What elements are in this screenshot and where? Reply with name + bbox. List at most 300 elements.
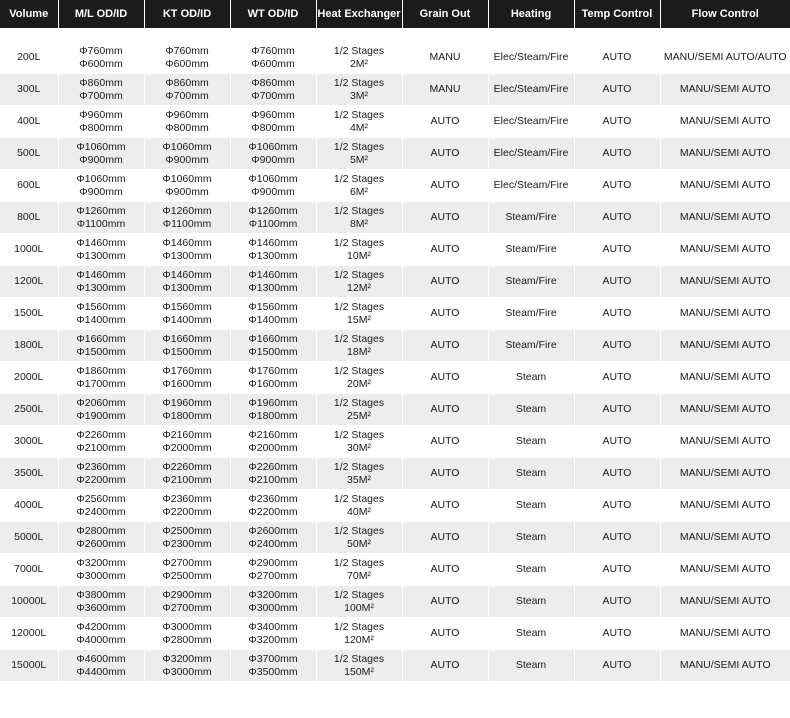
- cell-ml-od-id-id: Φ2600mm: [76, 537, 126, 550]
- cell-ml-od-id-od: Φ4200mm: [76, 620, 126, 633]
- cell-ml-od-id-id: Φ1300mm: [76, 249, 126, 262]
- cell-flow-control: MANU/SEMI AUTO: [660, 170, 790, 202]
- header-kt-od-id: KT OD/ID: [144, 0, 230, 35]
- cell-wt-od-id: [230, 458, 316, 490]
- cell-ml-od-id-od: Φ1860mm: [76, 364, 126, 377]
- cell-ml-od-id: [58, 170, 144, 202]
- cell-wt-od-id-od: Φ3400mm: [248, 620, 298, 633]
- cell-volume: 2000L: [0, 362, 58, 394]
- cell-wt-od-id: [230, 490, 316, 522]
- cell-kt-od-id: [144, 170, 230, 202]
- cell-temp-control: AUTO: [574, 362, 660, 394]
- cell-heat-exchanger: [316, 170, 402, 202]
- cell-heating: Steam/Fire: [488, 234, 574, 266]
- table-row: [0, 458, 790, 490]
- cell-volume: 200L: [0, 35, 58, 74]
- cell-grain-out: AUTO: [402, 106, 488, 138]
- cell-kt-od-id-id: Φ2700mm: [162, 601, 212, 614]
- cell-ml-od-id-id: Φ900mm: [79, 185, 123, 198]
- cell-ml-od-id: [58, 330, 144, 362]
- cell-heat-exchanger-od: 1/2 Stages: [333, 492, 385, 505]
- cell-kt-od-id: [144, 426, 230, 458]
- cell-heat-exchanger: [316, 650, 402, 682]
- header-wt-od-id: WT OD/ID: [230, 0, 316, 35]
- cell-heat-exchanger: [316, 106, 402, 138]
- cell-heat-exchanger-od: 1/2 Stages: [333, 44, 385, 57]
- cell-wt-od-id-od: Φ2360mm: [248, 492, 298, 505]
- cell-heat-exchanger-id: 40M²: [347, 505, 371, 518]
- cell-wt-od-id-od: Φ760mm: [251, 44, 295, 57]
- cell-heat-exchanger-od: 1/2 Stages: [333, 172, 385, 185]
- cell-flow-control: MANU/SEMI AUTO: [660, 650, 790, 682]
- cell-grain-out: AUTO: [402, 522, 488, 554]
- cell-wt-od-id-id: Φ2200mm: [248, 505, 298, 518]
- table-row: [0, 490, 790, 522]
- cell-kt-od-id-od: Φ1960mm: [162, 396, 212, 409]
- cell-heat-exchanger-id: 100M²: [344, 601, 374, 614]
- cell-kt-od-id-od: Φ1660mm: [162, 332, 212, 345]
- cell-heat-exchanger: [316, 234, 402, 266]
- cell-heating: Steam/Fire: [488, 298, 574, 330]
- cell-wt-od-id-od: Φ1260mm: [248, 204, 298, 217]
- cell-heat-exchanger-od: 1/2 Stages: [333, 460, 385, 473]
- cell-kt-od-id-od: Φ1460mm: [162, 236, 212, 249]
- cell-temp-control: AUTO: [574, 650, 660, 682]
- cell-heat-exchanger-id: 70M²: [347, 569, 371, 582]
- cell-heating: Steam: [488, 650, 574, 682]
- cell-flow-control: MANU/SEMI AUTO: [660, 522, 790, 554]
- table-body: [0, 35, 790, 682]
- cell-kt-od-id-od: Φ2260mm: [162, 460, 212, 473]
- cell-heating: Steam/Fire: [488, 330, 574, 362]
- cell-wt-od-id-od: Φ2160mm: [248, 428, 298, 441]
- cell-kt-od-id: [144, 650, 230, 682]
- cell-heat-exchanger-od: 1/2 Stages: [333, 652, 385, 665]
- cell-kt-od-id: [144, 35, 230, 74]
- cell-ml-od-id: [58, 234, 144, 266]
- header-heating: Heating: [488, 0, 574, 35]
- cell-ml-od-id-od: Φ1460mm: [76, 236, 126, 249]
- header-grain-out: Grain Out: [402, 0, 488, 35]
- cell-wt-od-id-id: Φ1800mm: [248, 409, 298, 422]
- cell-heat-exchanger-od: 1/2 Stages: [333, 332, 385, 345]
- header-ml-od-id: M/L OD/ID: [58, 0, 144, 35]
- table-row: [0, 362, 790, 394]
- cell-ml-od-id: [58, 554, 144, 586]
- cell-wt-od-id-id: Φ1100mm: [248, 217, 298, 230]
- table-row: [0, 74, 790, 106]
- cell-heat-exchanger-od: 1/2 Stages: [333, 396, 385, 409]
- cell-ml-od-id: [58, 362, 144, 394]
- cell-ml-od-id-id: Φ900mm: [79, 153, 123, 166]
- cell-temp-control: AUTO: [574, 458, 660, 490]
- cell-flow-control: MANU/SEMI AUTO: [660, 138, 790, 170]
- cell-kt-od-id-od: Φ2360mm: [162, 492, 212, 505]
- table-row: [0, 266, 790, 298]
- cell-wt-od-id: [230, 234, 316, 266]
- cell-heating: Steam: [488, 618, 574, 650]
- cell-kt-od-id-id: Φ1800mm: [162, 409, 212, 422]
- cell-kt-od-id-id: Φ900mm: [165, 153, 209, 166]
- cell-kt-od-id: [144, 490, 230, 522]
- cell-volume: 2500L: [0, 394, 58, 426]
- cell-flow-control: MANU/SEMI AUTO: [660, 490, 790, 522]
- cell-ml-od-id-od: Φ860mm: [79, 76, 123, 89]
- cell-heating: Elec/Steam/Fire: [488, 35, 574, 74]
- cell-heat-exchanger-id: 120M²: [344, 633, 374, 646]
- cell-kt-od-id: [144, 138, 230, 170]
- cell-flow-control: MANU/SEMI AUTO: [660, 234, 790, 266]
- cell-volume: 600L: [0, 170, 58, 202]
- cell-wt-od-id-od: Φ2600mm: [248, 524, 298, 537]
- cell-grain-out: AUTO: [402, 586, 488, 618]
- cell-wt-od-id-id: Φ900mm: [251, 185, 295, 198]
- cell-heat-exchanger-od: 1/2 Stages: [333, 140, 385, 153]
- cell-volume: 1000L: [0, 234, 58, 266]
- table-row: [0, 106, 790, 138]
- cell-ml-od-id-id: Φ1900mm: [76, 409, 126, 422]
- cell-heat-exchanger-id: 50M²: [347, 537, 371, 550]
- cell-heat-exchanger-od: 1/2 Stages: [333, 428, 385, 441]
- cell-grain-out: AUTO: [402, 298, 488, 330]
- table-row: [0, 618, 790, 650]
- cell-heat-exchanger: [316, 490, 402, 522]
- cell-wt-od-id-id: Φ3500mm: [248, 665, 298, 678]
- cell-heat-exchanger-id: 30M²: [347, 441, 371, 454]
- cell-grain-out: MANU: [402, 74, 488, 106]
- cell-kt-od-id-id: Φ1300mm: [162, 249, 212, 262]
- cell-kt-od-id: [144, 618, 230, 650]
- cell-heat-exchanger-od: 1/2 Stages: [333, 300, 385, 313]
- cell-kt-od-id: [144, 74, 230, 106]
- cell-temp-control: AUTO: [574, 138, 660, 170]
- table-row: [0, 138, 790, 170]
- cell-wt-od-id: [230, 330, 316, 362]
- cell-ml-od-id-od: Φ3800mm: [76, 588, 126, 601]
- cell-heat-exchanger-id: 25M²: [347, 409, 371, 422]
- header-flow-control: Flow Control: [660, 0, 790, 35]
- cell-volume: 1500L: [0, 298, 58, 330]
- cell-kt-od-id-od: Φ1460mm: [162, 268, 212, 281]
- cell-temp-control: AUTO: [574, 106, 660, 138]
- cell-heat-exchanger: [316, 426, 402, 458]
- cell-ml-od-id-od: Φ2800mm: [76, 524, 126, 537]
- cell-wt-od-id: [230, 170, 316, 202]
- cell-temp-control: AUTO: [574, 394, 660, 426]
- cell-ml-od-id: [58, 266, 144, 298]
- cell-ml-od-id: [58, 586, 144, 618]
- cell-wt-od-id-od: Φ1460mm: [248, 268, 298, 281]
- cell-kt-od-id-od: Φ1060mm: [162, 140, 212, 153]
- table-row: [0, 35, 790, 74]
- cell-heating: Elec/Steam/Fire: [488, 106, 574, 138]
- cell-wt-od-id-od: Φ3700mm: [248, 652, 298, 665]
- header-volume: Volume: [0, 0, 58, 35]
- cell-volume: 500L: [0, 138, 58, 170]
- cell-temp-control: AUTO: [574, 330, 660, 362]
- cell-flow-control: MANU/SEMI AUTO: [660, 458, 790, 490]
- cell-ml-od-id-id: Φ4400mm: [76, 665, 126, 678]
- cell-ml-od-id-id: Φ600mm: [79, 57, 123, 70]
- cell-ml-od-id-id: Φ800mm: [79, 121, 123, 134]
- cell-ml-od-id: [58, 650, 144, 682]
- cell-kt-od-id-id: Φ700mm: [165, 89, 209, 102]
- cell-heating: Steam: [488, 554, 574, 586]
- cell-wt-od-id: [230, 522, 316, 554]
- cell-volume: 4000L: [0, 490, 58, 522]
- cell-heat-exchanger-id: 10M²: [347, 249, 371, 262]
- cell-heating: Steam: [488, 362, 574, 394]
- cell-kt-od-id: [144, 234, 230, 266]
- cell-heat-exchanger: [316, 394, 402, 426]
- cell-flow-control: MANU/SEMI AUTO: [660, 298, 790, 330]
- cell-wt-od-id-od: Φ2260mm: [248, 460, 298, 473]
- cell-volume: 10000L: [0, 586, 58, 618]
- cell-heat-exchanger-id: 2M²: [349, 57, 369, 70]
- cell-wt-od-id-od: Φ1060mm: [248, 172, 298, 185]
- cell-flow-control: MANU/SEMI AUTO/AUTO: [660, 35, 790, 74]
- table-row: [0, 234, 790, 266]
- cell-wt-od-id: [230, 266, 316, 298]
- cell-flow-control: MANU/SEMI AUTO: [660, 330, 790, 362]
- cell-wt-od-id-id: Φ600mm: [251, 57, 295, 70]
- table-row: [0, 586, 790, 618]
- cell-wt-od-id: [230, 298, 316, 330]
- cell-heat-exchanger-id: 5M²: [349, 153, 369, 166]
- cell-temp-control: AUTO: [574, 234, 660, 266]
- cell-grain-out: AUTO: [402, 394, 488, 426]
- table-row: [0, 426, 790, 458]
- cell-grain-out: AUTO: [402, 458, 488, 490]
- cell-volume: 1800L: [0, 330, 58, 362]
- cell-heat-exchanger: [316, 554, 402, 586]
- cell-kt-od-id: [144, 330, 230, 362]
- cell-wt-od-id: [230, 650, 316, 682]
- cell-heating: Steam/Fire: [488, 266, 574, 298]
- cell-heat-exchanger-id: 18M²: [347, 345, 371, 358]
- cell-heat-exchanger-id: 35M²: [347, 473, 371, 486]
- cell-heat-exchanger: [316, 202, 402, 234]
- table-row: [0, 330, 790, 362]
- cell-temp-control: AUTO: [574, 298, 660, 330]
- cell-heat-exchanger: [316, 138, 402, 170]
- cell-kt-od-id-od: Φ2900mm: [162, 588, 212, 601]
- cell-volume: 7000L: [0, 554, 58, 586]
- cell-ml-od-id: [58, 522, 144, 554]
- cell-kt-od-id: [144, 394, 230, 426]
- cell-grain-out: MANU: [402, 35, 488, 74]
- cell-ml-od-id-id: Φ3000mm: [76, 569, 126, 582]
- cell-temp-control: AUTO: [574, 74, 660, 106]
- cell-wt-od-id-od: Φ1660mm: [248, 332, 298, 345]
- cell-grain-out: AUTO: [402, 170, 488, 202]
- cell-ml-od-id-id: Φ4000mm: [76, 633, 126, 646]
- cell-heat-exchanger-od: 1/2 Stages: [333, 364, 385, 377]
- cell-kt-od-id-od: Φ3200mm: [162, 652, 212, 665]
- cell-ml-od-id-od: Φ1260mm: [76, 204, 126, 217]
- cell-flow-control: MANU/SEMI AUTO: [660, 202, 790, 234]
- cell-kt-od-id-od: Φ960mm: [165, 108, 209, 121]
- cell-heat-exchanger-id: 12M²: [347, 281, 371, 294]
- cell-ml-od-id-id: Φ1100mm: [76, 217, 126, 230]
- cell-wt-od-id: [230, 554, 316, 586]
- cell-kt-od-id-id: Φ3000mm: [162, 665, 212, 678]
- cell-volume: 400L: [0, 106, 58, 138]
- cell-wt-od-id-id: Φ1300mm: [248, 281, 298, 294]
- cell-heat-exchanger: [316, 618, 402, 650]
- cell-volume: 12000L: [0, 618, 58, 650]
- cell-kt-od-id-od: Φ1260mm: [162, 204, 212, 217]
- cell-ml-od-id-id: Φ1400mm: [76, 313, 126, 326]
- cell-kt-od-id-od: Φ1760mm: [162, 364, 212, 377]
- cell-ml-od-id-od: Φ960mm: [79, 108, 123, 121]
- cell-flow-control: MANU/SEMI AUTO: [660, 74, 790, 106]
- cell-kt-od-id: [144, 586, 230, 618]
- cell-kt-od-id-od: Φ860mm: [165, 76, 209, 89]
- cell-kt-od-id-id: Φ1300mm: [162, 281, 212, 294]
- cell-ml-od-id-od: Φ760mm: [79, 44, 123, 57]
- cell-heating: Steam: [488, 426, 574, 458]
- table-row: [0, 522, 790, 554]
- cell-wt-od-id-od: Φ960mm: [251, 108, 295, 121]
- cell-grain-out: AUTO: [402, 490, 488, 522]
- cell-ml-od-id: [58, 138, 144, 170]
- cell-heat-exchanger-id: 15M²: [347, 313, 371, 326]
- cell-kt-od-id-id: Φ600mm: [165, 57, 209, 70]
- cell-ml-od-id-od: Φ1560mm: [76, 300, 126, 313]
- table-row: [0, 554, 790, 586]
- cell-wt-od-id: [230, 394, 316, 426]
- cell-wt-od-id-id: Φ700mm: [251, 89, 295, 102]
- cell-kt-od-id: [144, 266, 230, 298]
- cell-ml-od-id: [58, 74, 144, 106]
- cell-kt-od-id-id: Φ900mm: [165, 185, 209, 198]
- table-row: [0, 170, 790, 202]
- cell-heat-exchanger: [316, 266, 402, 298]
- cell-wt-od-id: [230, 138, 316, 170]
- cell-wt-od-id-id: Φ1600mm: [248, 377, 298, 390]
- cell-ml-od-id: [58, 35, 144, 74]
- header-row: [0, 0, 790, 35]
- cell-grain-out: AUTO: [402, 650, 488, 682]
- cell-temp-control: AUTO: [574, 202, 660, 234]
- table-row: [0, 202, 790, 234]
- cell-heat-exchanger-od: 1/2 Stages: [333, 620, 385, 633]
- cell-temp-control: AUTO: [574, 490, 660, 522]
- cell-kt-od-id-id: Φ2800mm: [162, 633, 212, 646]
- cell-kt-od-id: [144, 202, 230, 234]
- cell-kt-od-id-od: Φ760mm: [165, 44, 209, 57]
- cell-ml-od-id-od: Φ2260mm: [76, 428, 126, 441]
- cell-wt-od-id-id: Φ1500mm: [248, 345, 298, 358]
- cell-ml-od-id-id: Φ3600mm: [76, 601, 126, 614]
- cell-ml-od-id-od: Φ1660mm: [76, 332, 126, 345]
- cell-heat-exchanger-od: 1/2 Stages: [333, 204, 385, 217]
- cell-heat-exchanger-od: 1/2 Stages: [333, 556, 385, 569]
- cell-heat-exchanger-od: 1/2 Stages: [333, 588, 385, 601]
- cell-temp-control: AUTO: [574, 35, 660, 74]
- cell-wt-od-id-id: Φ1400mm: [248, 313, 298, 326]
- cell-kt-od-id-od: Φ2700mm: [162, 556, 212, 569]
- cell-grain-out: AUTO: [402, 234, 488, 266]
- cell-ml-od-id-od: Φ3200mm: [76, 556, 126, 569]
- cell-wt-od-id-od: Φ1760mm: [248, 364, 298, 377]
- cell-kt-od-id: [144, 106, 230, 138]
- cell-kt-od-id-id: Φ1500mm: [162, 345, 212, 358]
- cell-wt-od-id: [230, 362, 316, 394]
- cell-ml-od-id-id: Φ700mm: [79, 89, 123, 102]
- cell-wt-od-id: [230, 426, 316, 458]
- cell-heat-exchanger: [316, 362, 402, 394]
- cell-wt-od-id-id: Φ1300mm: [248, 249, 298, 262]
- cell-wt-od-id-od: Φ1060mm: [248, 140, 298, 153]
- cell-flow-control: MANU/SEMI AUTO: [660, 362, 790, 394]
- cell-flow-control: MANU/SEMI AUTO: [660, 106, 790, 138]
- cell-kt-od-id-id: Φ2100mm: [162, 473, 212, 486]
- cell-wt-od-id-od: Φ1960mm: [248, 396, 298, 409]
- cell-temp-control: AUTO: [574, 618, 660, 650]
- cell-ml-od-id: [58, 298, 144, 330]
- cell-flow-control: MANU/SEMI AUTO: [660, 586, 790, 618]
- cell-kt-od-id-id: Φ1600mm: [162, 377, 212, 390]
- cell-wt-od-id-id: Φ2400mm: [248, 537, 298, 550]
- cell-temp-control: AUTO: [574, 170, 660, 202]
- cell-heat-exchanger: [316, 586, 402, 618]
- cell-flow-control: MANU/SEMI AUTO: [660, 394, 790, 426]
- cell-heat-exchanger: [316, 522, 402, 554]
- cell-heat-exchanger: [316, 35, 402, 74]
- cell-wt-od-id-od: Φ1460mm: [248, 236, 298, 249]
- cell-temp-control: AUTO: [574, 522, 660, 554]
- cell-ml-od-id: [58, 458, 144, 490]
- cell-heat-exchanger-od: 1/2 Stages: [333, 108, 385, 121]
- cell-flow-control: MANU/SEMI AUTO: [660, 266, 790, 298]
- cell-temp-control: AUTO: [574, 426, 660, 458]
- cell-ml-od-id-od: Φ2360mm: [76, 460, 126, 473]
- cell-heat-exchanger-id: 20M²: [347, 377, 371, 390]
- cell-heat-exchanger-od: 1/2 Stages: [333, 268, 385, 281]
- cell-ml-od-id-od: Φ4600mm: [76, 652, 126, 665]
- cell-wt-od-id: [230, 202, 316, 234]
- cell-heat-exchanger-id: 6M²: [349, 185, 369, 198]
- cell-ml-od-id: [58, 490, 144, 522]
- cell-wt-od-id-id: Φ2700mm: [248, 569, 298, 582]
- cell-wt-od-id-id: Φ2000mm: [248, 441, 298, 454]
- cell-grain-out: AUTO: [402, 330, 488, 362]
- cell-heating: Elec/Steam/Fire: [488, 74, 574, 106]
- cell-kt-od-id-od: Φ1560mm: [162, 300, 212, 313]
- cell-grain-out: AUTO: [402, 618, 488, 650]
- cell-ml-od-id-od: Φ1060mm: [76, 172, 126, 185]
- cell-ml-od-id-id: Φ2100mm: [76, 441, 126, 454]
- cell-heating: Steam: [488, 586, 574, 618]
- cell-ml-od-id: [58, 394, 144, 426]
- cell-wt-od-id-od: Φ860mm: [251, 76, 295, 89]
- cell-volume: 3500L: [0, 458, 58, 490]
- cell-kt-od-id: [144, 522, 230, 554]
- cell-heat-exchanger-od: 1/2 Stages: [333, 76, 385, 89]
- cell-wt-od-id-od: Φ2900mm: [248, 556, 298, 569]
- cell-wt-od-id-id: Φ800mm: [251, 121, 295, 134]
- cell-volume: 5000L: [0, 522, 58, 554]
- cell-flow-control: MANU/SEMI AUTO: [660, 554, 790, 586]
- cell-kt-od-id-od: Φ2500mm: [162, 524, 212, 537]
- cell-kt-od-id-id: Φ2300mm: [162, 537, 212, 550]
- cell-grain-out: AUTO: [402, 138, 488, 170]
- cell-ml-od-id-od: Φ2060mm: [76, 396, 126, 409]
- cell-wt-od-id: [230, 586, 316, 618]
- cell-flow-control: MANU/SEMI AUTO: [660, 618, 790, 650]
